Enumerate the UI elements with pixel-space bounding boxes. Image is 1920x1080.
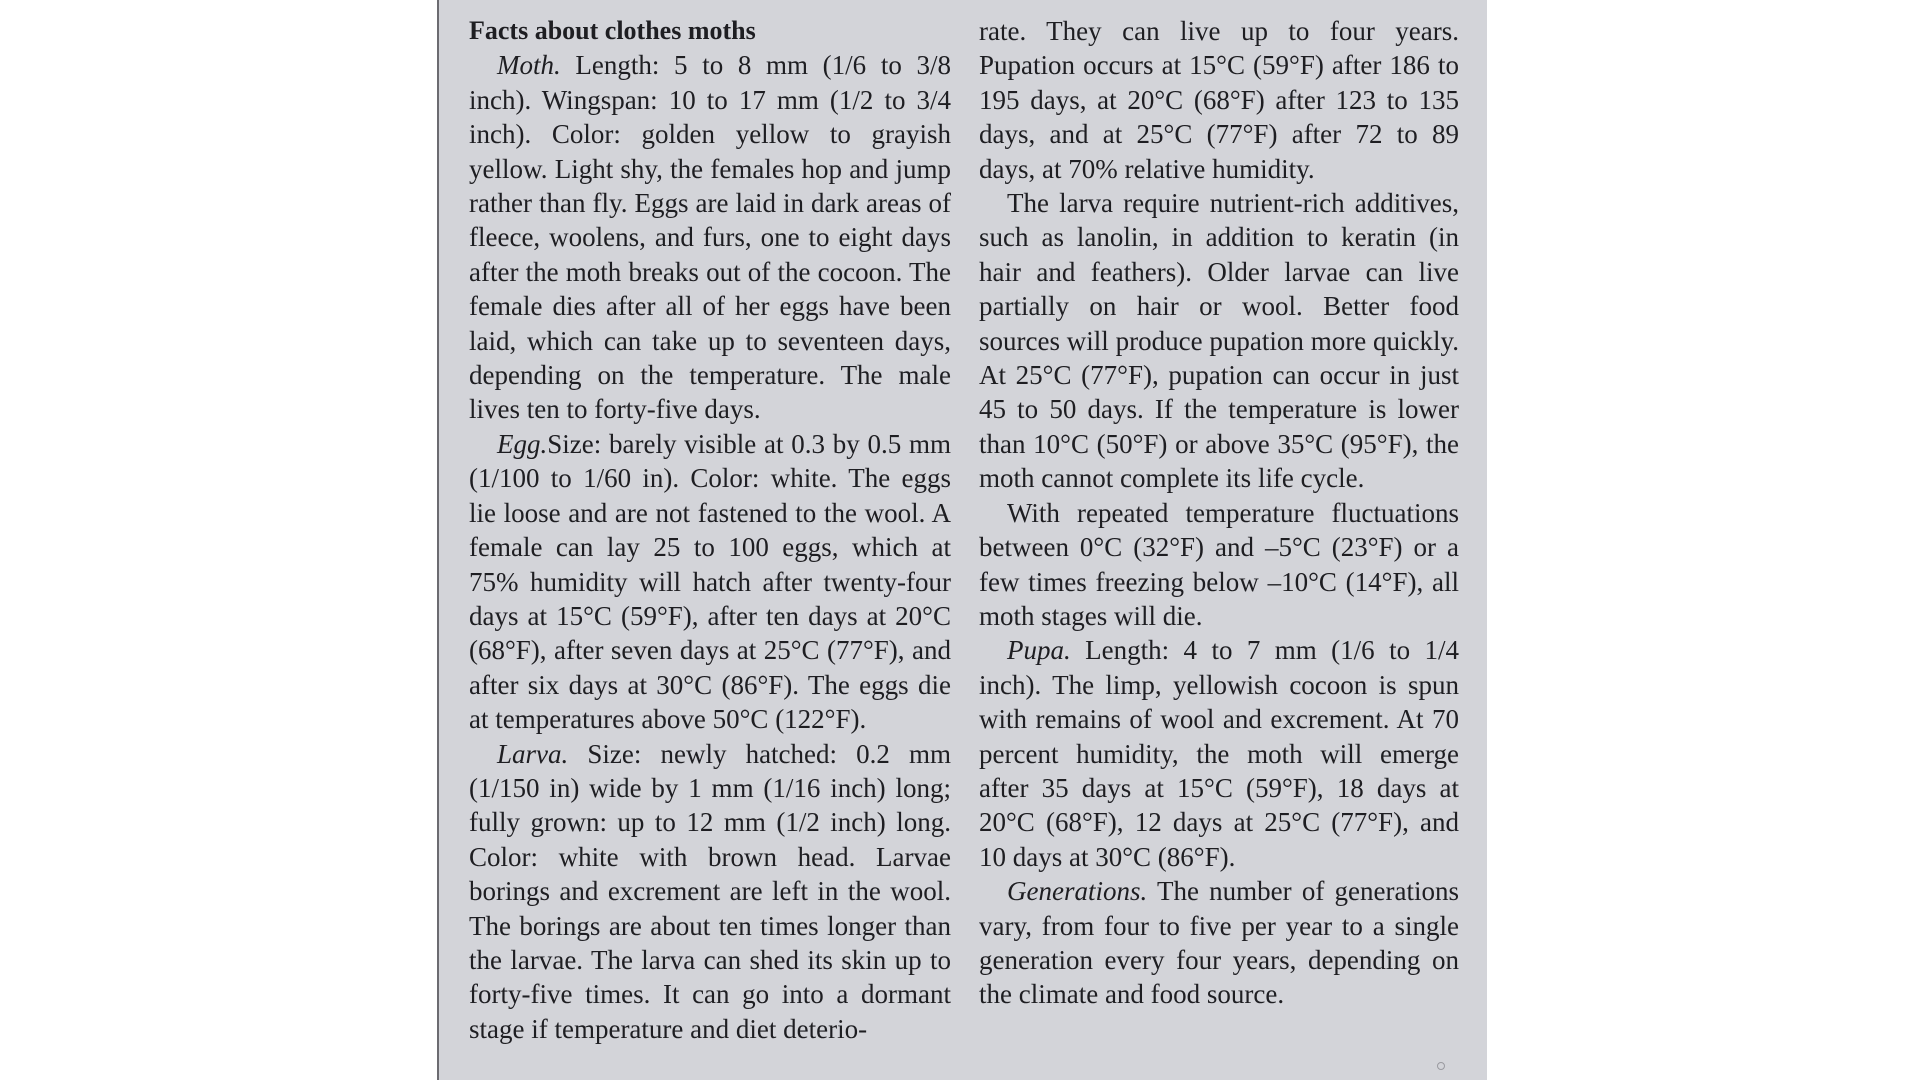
egg-text: Size: barely visible at 0.3 by 0.5 mm (1/100 to 1/60 in). Color: white. The eggs lie loose and are not fastened to the wool. A female can lay 25 to 100 eggs, which at 75% humidity will hatch after twenty-four days at 15°C (59°F), after ten days at 20°C (68°F), after seven days at 25°C (77°F), and after six days at 30°C (86°F). The eggs die at temperatures above 50°C (122°F). bbox=[469, 428, 951, 735]
book-page bbox=[437, 0, 1487, 1080]
moth-lead: Moth. bbox=[497, 50, 561, 81]
pupa-lead: Pupa. bbox=[1007, 635, 1071, 666]
larva-continued-paragraph: rate. They can live up to four years. Pupation occurs at 15°C (59°F) after 186 to 195 days, at 20°C (68°F) after 123 to 135 days, and at 25°C (77°F) after 72 to 89 days, at 70% relative humidity. bbox=[979, 16, 1459, 184]
egg-paragraph bbox=[469, 427, 951, 737]
larva-lead: Larva. bbox=[497, 738, 569, 769]
pupa-paragraph bbox=[979, 633, 1459, 874]
larva-text: Size: newly hatched: 0.2 mm (1/150 in) wide by 1 mm (1/16 inch) long; fully grown: up to 12 mm (1/2 inch) long. Color: white with brown head. Larvae borings and excrement are left in the wool. The borings are about ten times longer than the larvae. The larva can shed its skin up to forty-five times. It can go into a dormant stage if temperature and diet deterio- bbox=[469, 738, 951, 1044]
moth-paragraph bbox=[469, 48, 951, 426]
generations-paragraph bbox=[979, 874, 1459, 1012]
moth-text: Length: 5 to 8 mm (1/6 to 3/8 inch). Wingspan: 10 to 17 mm (1/2 to 3/4 inch). Color: golden yellow to grayish yellow. Light shy, the females hop and jump rather than fly. Eggs are laid in dark areas of fleece, woolens, and furs, one to eight days after the moth breaks out of the cocoon. The female dies after all of her eggs have been laid, which can take up to seventeen days, depending on the temperature. The male lives ten to forty-five days. bbox=[469, 50, 951, 425]
egg-lead: Egg. bbox=[497, 428, 548, 459]
nutrients-paragraph: The larva require nutrient-rich additives, such as lanolin, in addition to keratin (in hair and feathers). Older larvae can live partially on hair or wool. Better food sources will produce pupation more quickly. At 25°C (77°F), pupation can occur in just 45 to 50 days. If the temperature is lower than 10°C (50°F) or above 35°C (95°F), the moth cannot complete its life cycle. bbox=[979, 188, 1459, 494]
generations-lead: Generations. bbox=[1007, 876, 1148, 907]
right-column bbox=[979, 14, 1459, 1012]
generations-text: The number of generations vary, from four to five per year to a single generation every four years, depending on the climate and food source. bbox=[979, 876, 1459, 1010]
section-heading: Facts about clothes moths bbox=[469, 16, 756, 45]
left-column bbox=[469, 14, 951, 1046]
larva-paragraph bbox=[469, 737, 951, 1047]
fluctuations-paragraph: With repeated temperature fluctuations between 0°C (32°F) and –5°C (23°F) or a few times freezing below –10°C (14°F), all moth stages will die. bbox=[979, 497, 1459, 631]
pupa-text: Length: 4 to 7 mm (1/6 to 1/4 inch). The limp, yellowish cocoon is spun with remains of wool and excrement. At 70 percent humidity, the moth will emerge after 35 days at 15°C (59°F), 18 days at 20°C (68°F), 12 days at 25°C (77°F), and 10 days at 30°C (86°F). bbox=[979, 635, 1459, 872]
page-mark-dot bbox=[1437, 1062, 1445, 1070]
